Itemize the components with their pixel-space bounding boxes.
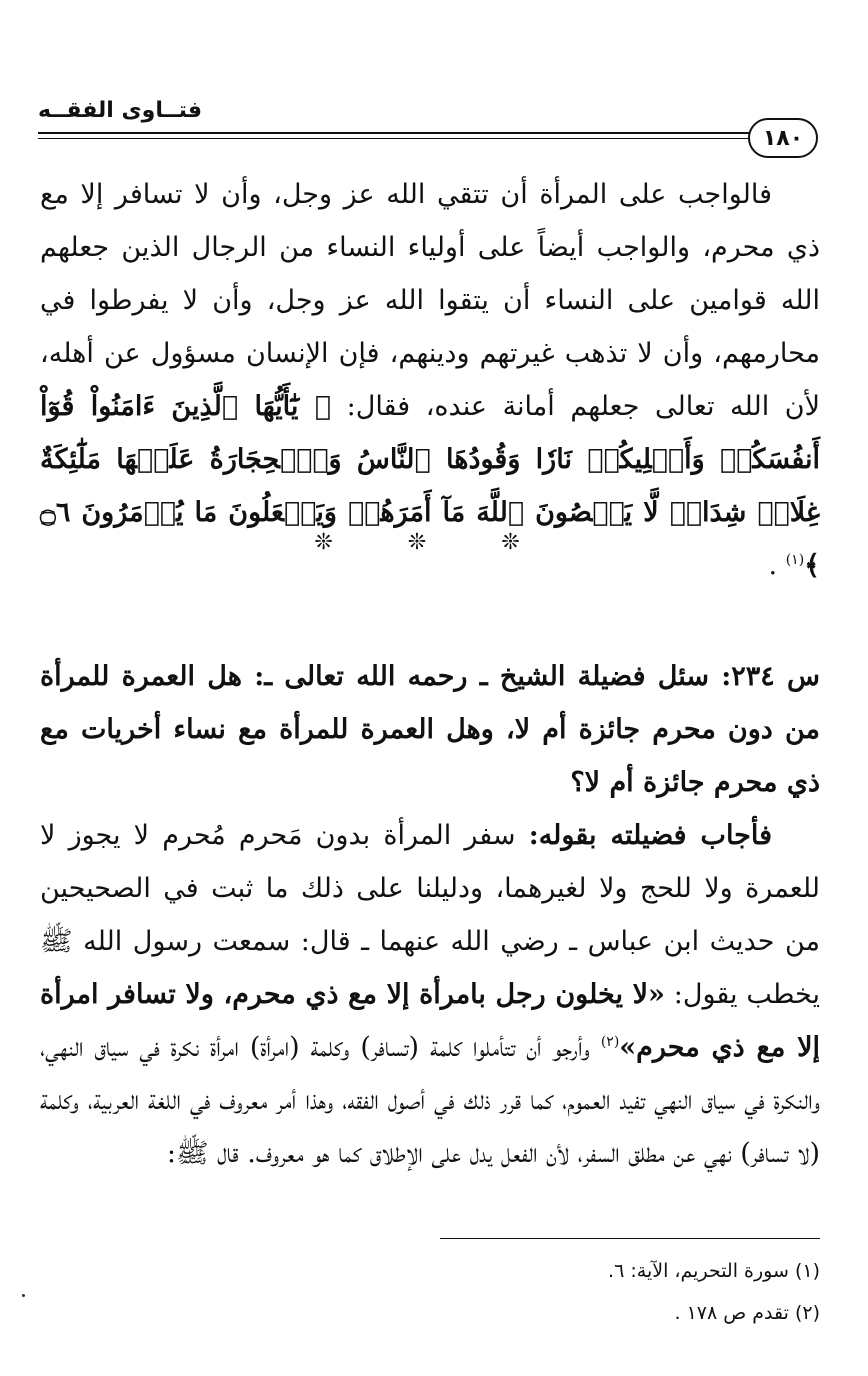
section1-end: .	[768, 550, 786, 581]
body-text	[40, 168, 820, 1180]
answer-part1: سفر المرأة بدون مَحرم مُحرم لا يجوز لا للعمرة ولا للحج ولا لغيرهما، ودليلنا على ذلك ما ثبت في الصحيحين من حديث ابن عباس ـ رضي الله عنهما ـ قال: سمعت رسول الله ﷺ يخطب يقول:	[40, 820, 820, 1010]
page-number: ١٨٠	[748, 118, 818, 158]
footnote-1: (١) سورة التحريم، الآية: ٦.	[608, 1260, 820, 1282]
separator-space	[40, 592, 820, 650]
hadith-footnote-ref: (٢)	[600, 1034, 620, 1050]
header-rule	[38, 132, 750, 134]
quran-verse: ﴿ يَٰٓأَيُّهَا ٱلَّذِينَ ءَامَنُواْ قُوٓاْ أَنفُسَكُمۡ وَأَهۡلِيكُمۡ نَارٗا وَقُودُهَا ٱلنَّاسُ وَٱلۡحِجَارَةُ عَلَيۡهَا مَلَٰٓئِكَةٌ غِلَاظٞ شِدَادٞ لَّا يَعۡصُونَ ٱللَّهَ مَآ أَمَرَهُمۡ وَيَفۡعَلُونَ مَا يُؤۡمَرُونَ ۝٦ ﴾	[40, 391, 820, 581]
answer-paragraph	[40, 809, 820, 1180]
footnotes	[440, 1250, 820, 1334]
header-rule-thin	[38, 138, 750, 139]
answer-lead: فأجاب فضيلته بقوله:	[528, 820, 773, 851]
section1-text: فالواجب على المرأة أن تتقي الله عز وجل، وأن لا تسافر إلا مع ذي محرم، والواجب أيضاً على أولياء النساء من الرجال الذين جعلهم الله قوامين على النساء أن يتقوا الله عز وجل، وأن لا يفرطوا في محارمهم، وأن لا تذهب غيرتهم ودينهم، فإن الإنسان مسؤول عن أهله، لأن الله تعالى جعلهم أمانة عنده، فقال:	[40, 179, 820, 422]
answer-part2: وأرجو أن تتأملوا كلمة (تسافر) وكلمة (امرأة) امرأة نكرة في سياق النهي، والنكرة في سياق النهي تفيد العموم، كما قرر ذلك في أصول الفقه، وهذا أمر معروف في اللغة العربية، وكلمة (لا تسافر) نهي عن مطلق السفر، لأن الفعل يدل على الإطلاق كما هو معروف. قال ﷺ:	[40, 1032, 820, 1169]
section1-paragraph	[40, 168, 820, 592]
section-separator: ❊ ❊ ❊	[314, 530, 554, 555]
verse-footnote-ref: (١)	[785, 552, 805, 568]
footnote-rule	[440, 1238, 820, 1239]
question-paragraph: س ٢٣٤: سئل فضيلة الشيخ ـ رحمه الله تعالى ـ: هل العمرة للمرأة من دون محرم جائزة أم لا، وهل العمرة للمرأة مع نساء أخريات مع ذي محرم جائزة أم لا؟	[40, 661, 821, 798]
scan-speck	[22, 1294, 25, 1297]
footnote-2: (٢) تقدم ص ١٧٨ .	[674, 1302, 820, 1324]
hadith-quote: «لا يخلون رجل بامرأة إلا مع ذي محرم، ولا تسافر امرأة إلا مع ذي محرم»	[40, 979, 820, 1063]
running-title: فتــاوى الفقــه	[38, 98, 203, 123]
